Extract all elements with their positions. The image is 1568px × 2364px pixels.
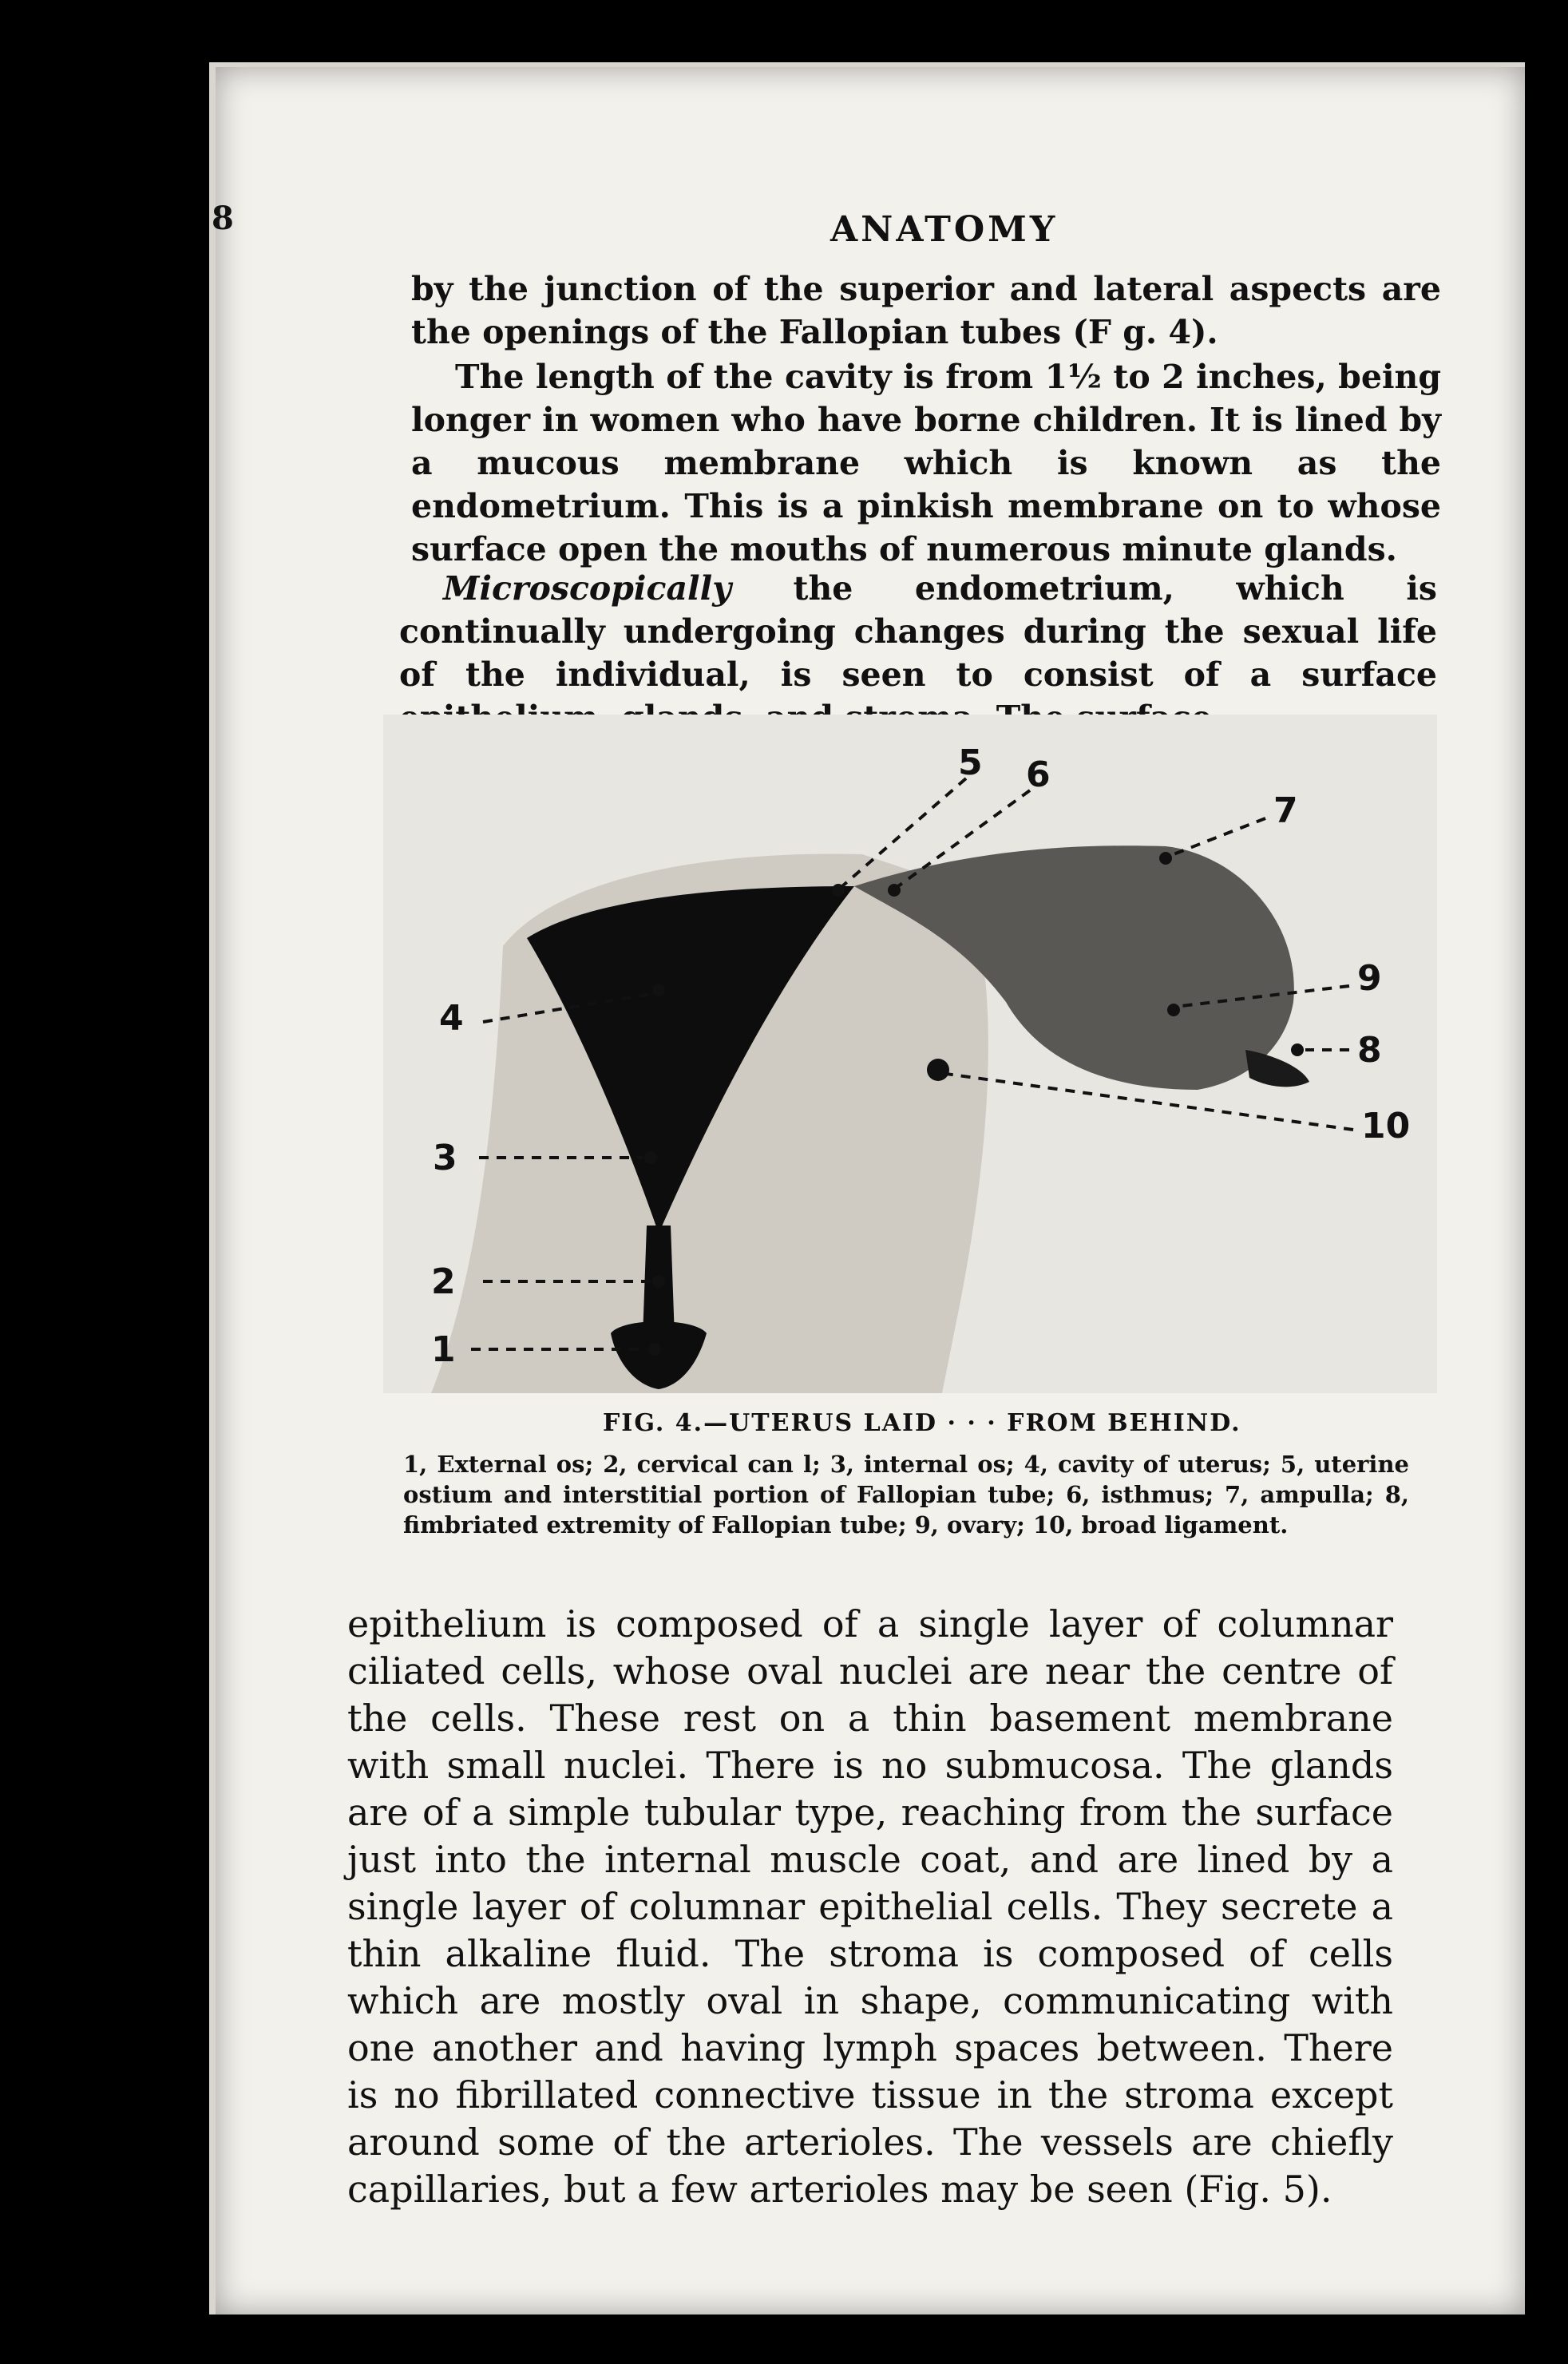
paragraph-3-lead: Microscopically <box>443 569 732 608</box>
callout-10: 10 <box>1361 1106 1411 1146</box>
marker-7 <box>1159 852 1172 865</box>
marker-9 <box>1167 1004 1180 1016</box>
callout-8: 8 <box>1357 1030 1382 1071</box>
uterus-illustration <box>383 715 1437 1393</box>
callout-6: 6 <box>1026 754 1051 795</box>
callout-5: 5 <box>958 742 983 783</box>
paragraph-1: by the junction of the superior and lateral aspects are the openings of the Fallopian tubes (F g. 4). <box>411 270 1441 351</box>
callout-9: 9 <box>1357 958 1382 999</box>
page-number: 8 <box>212 200 234 237</box>
callout-3: 3 <box>433 1138 457 1178</box>
paragraph-2: The length of the cavity is from 1½ to 2 inches, being longer in women who have borne children. It is lined by a mucous membrane which is known as the endometrium. This is a pinkish membrane on to whose surface open the mouths of numerous minute glands. <box>411 358 1441 568</box>
marker-1 <box>648 1343 661 1356</box>
figure-caption: FIG. 4.—UTERUS LAID · · · FROM BEHIND. <box>603 1409 1241 1437</box>
paragraph-3 <box>399 567 1437 739</box>
running-head: ANATOMY <box>830 209 1059 250</box>
figure-legend: 1, External os; 2, cervical can l; 3, internal os; 4, cavity of uterus; 5, uterine ostium and interstitial portion of Fallopian tube; 6, isthmus; 7, ampulla; 8, fimbriated extremity of Fallopian tube; 9, ovary; 10, broad ligament. <box>403 1451 1409 1538</box>
paragraph-3-text: the endometrium, which is continually undergoing changes during the sexual life of the individual, is seen to consist of a surface <box>399 569 1437 694</box>
callout-2: 2 <box>431 1261 456 1302</box>
marker-10 <box>927 1059 949 1081</box>
marker-2 <box>652 1275 665 1288</box>
callout-1: 1 <box>431 1329 456 1370</box>
marker-3 <box>644 1151 657 1164</box>
callout-4: 4 <box>439 998 464 1039</box>
marker-8 <box>1291 1043 1304 1056</box>
figure-uterus <box>383 715 1437 1393</box>
paragraph-4: epithelium is composed of a single layer of columnar ciliated cells, whose oval nuclei are near the centre of the cells. These rest on a thin basement membrane with small nuclei. There is no submucosa. The glands are of a simple tubular type, reaching from the surface just into the internal muscle coat, and are lined by a single layer of columnar epithelial cells. They secrete a thin alkaline fluid. The stroma is composed of cells which are mostly oval in shape, communicating with one another and having lymph spaces between. There is no fibrillated connective tissue in the stroma except around some of the arterioles. The vessels are chiefly capillaries, but a few arterioles may be seen (Fig. 5). <box>347 1602 1393 2211</box>
marker-4 <box>652 984 665 996</box>
callout-7: 7 <box>1273 790 1298 831</box>
